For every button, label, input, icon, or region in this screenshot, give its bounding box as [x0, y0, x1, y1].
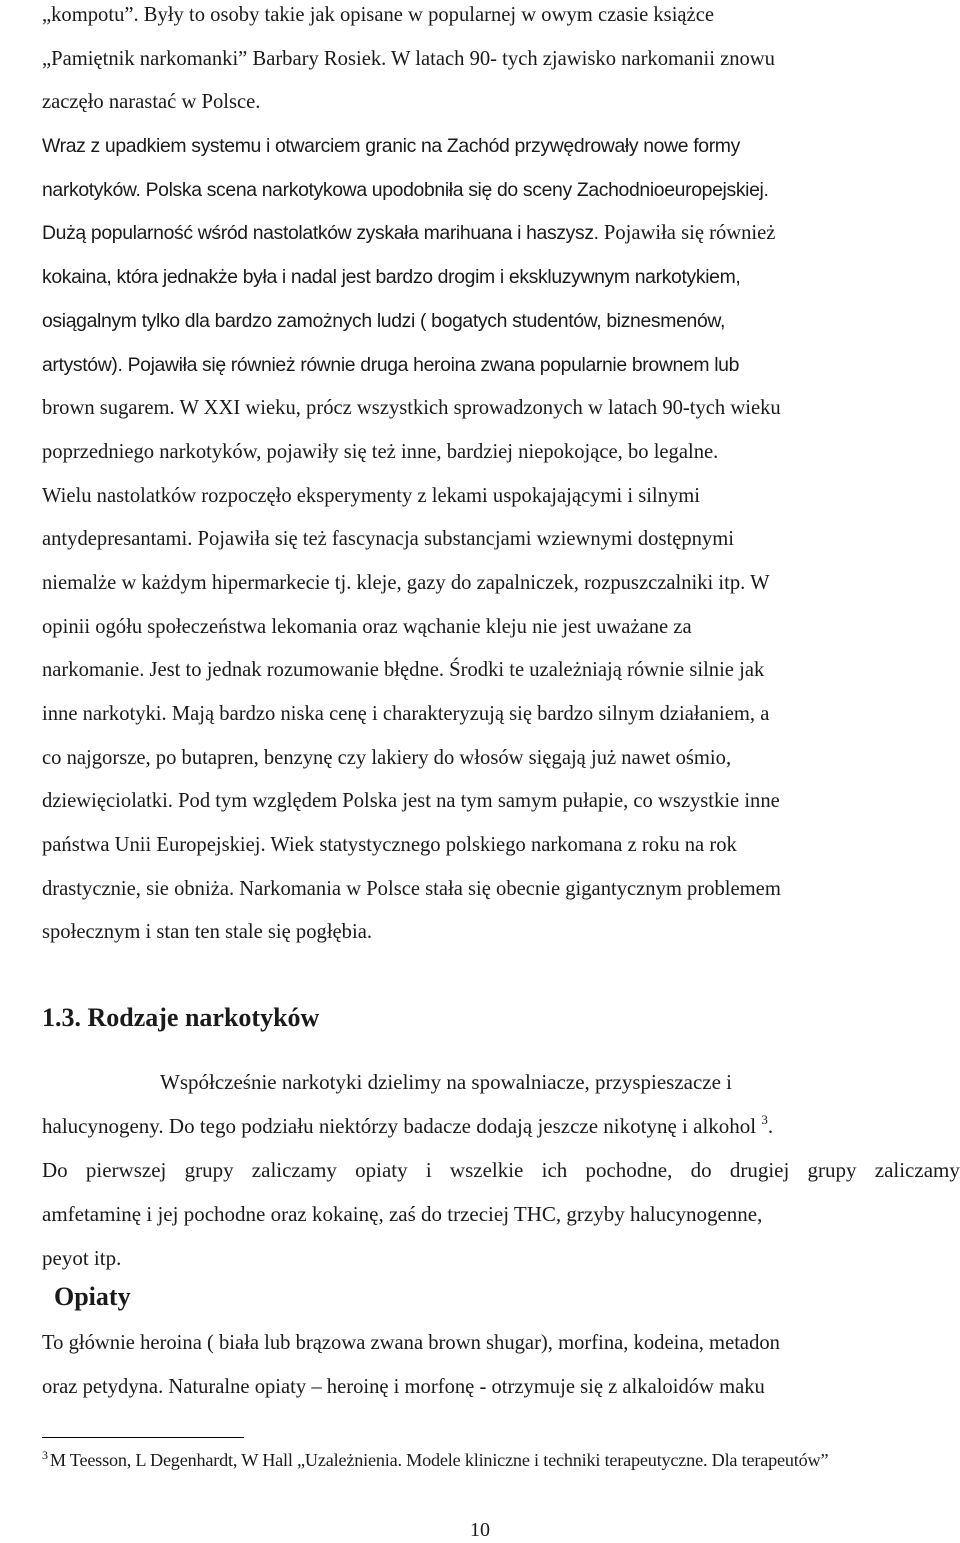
text-line: „Pamiętnik narkomanki” Barbary Rosiek. W latach 90- tych zjawisko narkomanii znowu — [42, 47, 775, 70]
word: grupy — [184, 1158, 234, 1182]
word: ich — [541, 1158, 568, 1182]
text-line: Wraz z upadkiem systemu i otwarciem granic na Zachód przywędrowały nowe formy — [42, 135, 740, 158]
text-line: osiągalnym tylko dla bardzo zamożnych ludzi ( bogatych studentów, biznesmenów, — [42, 309, 725, 332]
text-line: opinii ogółu społeczeństwa lekomania oraz wąchanie kleju nie jest uważane za — [42, 615, 692, 638]
text-line: kokaina, która jednakże była i nadal jest bardzo drogim i ekskluzywnym narkotykiem, — [42, 266, 741, 289]
text-line: poprzedniego narkotyków, pojawiły się też inne, bardziej niepokojące, bo legalne. — [42, 440, 719, 463]
text-line: amfetaminę i jej pochodne oraz kokainę, zaś do trzeciej THC, grzyby halucynogenne, — [42, 1202, 763, 1226]
word: i — [425, 1158, 432, 1182]
page-number: 10 — [470, 1519, 490, 1541]
word: drugiej — [729, 1158, 790, 1182]
subsection-heading: Opiaty — [54, 1282, 131, 1311]
word: Do — [42, 1158, 68, 1182]
word: do — [690, 1158, 712, 1182]
text-line: co najgorsze, po butapren, benzynę czy lakiery do włosów sięgają już nawet ośmio, — [42, 746, 732, 769]
text-line: inne narkotyki. Mają bardzo niska cenę i charakteryzują się bardzo silnym działaniem, a — [42, 703, 770, 725]
text-span-serif: Pojawiła się również — [598, 222, 776, 245]
body-text-top — [42, 0, 956, 955]
text-line: oraz petydyna. Naturalne opiaty – heroinę i morfonę - otrzymuje się z alkaloidów maku — [42, 1375, 765, 1398]
section-body — [42, 1060, 960, 1280]
footnote-number: 3 — [42, 1448, 48, 1462]
word: zaliczamy — [251, 1158, 337, 1182]
text-line: „kompotu”. Były to osoby takie jak opisane w popularnej w owym czasie książce — [42, 4, 714, 26]
text-span: halucynogeny. Do tego podziału niektórzy badacze dodają jeszcze nikotynę i alkohol — [42, 1114, 757, 1138]
text-line: narkomanie. Jest to jednak rozumowanie błędne. Środki te uzależniają równie silnie jak — [42, 659, 765, 682]
word: zaliczamy — [874, 1158, 960, 1182]
text-span-sans: Dużą popularność wśród nastolatków zyskała marihuana i haszysz. — [42, 222, 599, 245]
text-span: . — [767, 1114, 774, 1138]
text-line: Współcześnie narkotyki dzielimy na spowalniacze, przyspieszacze i — [160, 1070, 733, 1094]
word: wszelkie — [449, 1158, 524, 1182]
word: opiaty — [355, 1158, 408, 1182]
text-line: peyot itp. — [42, 1246, 122, 1270]
text-line: społecznym i stan ten stale się pogłębia. — [42, 921, 372, 944]
opiaty-body — [42, 1322, 942, 1409]
justified-line — [42, 1148, 960, 1192]
text-line: drastycznie, sie obniża. Narkomania w Polsce stała się obecnie gigantycznym problemem — [42, 877, 781, 900]
text-line: narkotyków. Polska scena narkotykowa upodobniła się do sceny Zachodnioeuropejskiej. — [42, 178, 769, 201]
text-line: antydepresantami. Pojawiła się też fascynacja substancjami wziewnymi dostępnymi — [42, 528, 734, 551]
text-line: To głównie heroina ( biała lub brązowa zwana brown shugar), morfina, kodeina, metadon — [42, 1332, 780, 1354]
text-line — [42, 212, 956, 256]
text-span-sans: artystów). — [42, 353, 123, 376]
word: grupy — [807, 1158, 857, 1182]
word: pochodne, — [585, 1158, 673, 1182]
footnote-text: M Teesson, L Degenhardt, W Hall „Uzależnienia. Modele kliniczne i techniki terapeutyczne. Dla terapeutów” — [49, 1450, 829, 1470]
text-line: niemalże w każdym hipermarkecie tj. kleje, gazy do zapalniczek, rozpuszczalniki itp. W — [42, 571, 770, 594]
footnote — [42, 1447, 828, 1473]
text-line: Wielu nastolatków rozpoczęło eksperymenty z lekami uspokajającymi i silnymi — [42, 484, 700, 507]
footnote-reference: 3 — [761, 1112, 768, 1127]
text-line: zaczęło narastać w Polsce. — [42, 91, 261, 114]
text-line: państwa Unii Europejskiej. Wiek statystycznego polskiego narkomana z roku na rok — [42, 834, 737, 857]
word: pierwszej — [85, 1158, 167, 1182]
text-line: brown sugarem. W XXI wieku, prócz wszystkich sprowadzonych w latach 90-tych wieku — [42, 397, 781, 420]
text-span-sans: Pojawiła się również równie druga heroina zwana popularnie brownem lub — [122, 353, 740, 376]
section-heading: 1.3. Rodzaje narkotyków — [42, 1003, 320, 1032]
text-line — [42, 344, 956, 388]
footnote-separator — [42, 1437, 244, 1438]
text-line: dziewięciolatki. Pod tym względem Polska jest na tym samym pułapie, co wszystkie inne — [42, 790, 780, 813]
text-line — [42, 1104, 960, 1148]
